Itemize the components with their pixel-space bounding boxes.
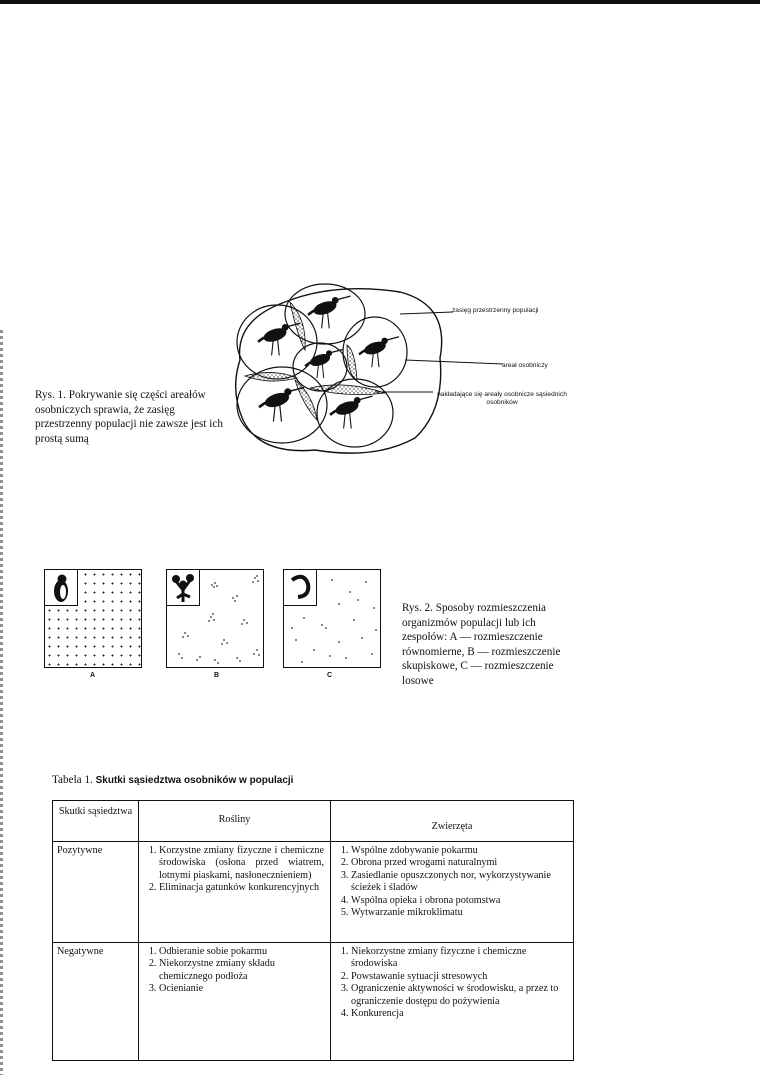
panel-a-uniform-distribution (44, 569, 142, 668)
penguin-icon (45, 570, 78, 606)
panel-c-random-distribution (283, 569, 381, 668)
panel-c-label: C (327, 672, 333, 679)
panel-b-label: B (214, 672, 220, 679)
scan-left-edge (0, 330, 3, 1075)
header-animals: Zwierzęta (431, 821, 473, 832)
list-item: 3. Ocienianie (159, 983, 324, 995)
negative-animals (331, 943, 573, 1060)
table-caption-title: Skutki sąsiedztwa osobników w populacji (95, 775, 294, 786)
header-effects: Skutki sąsiedztwa (53, 801, 139, 841)
table-caption-prefix: Tabela 1. (52, 774, 93, 786)
header-plants: Rośliny (139, 801, 331, 841)
figure-2-caption: Rys. 2. Sposoby rozmieszczenia organizmów populacji lub ich zespołów: A — rozmieszczenie równomierne, B — rozmieszczenie skupiskowe, C — rozmieszczenie losowe (402, 602, 561, 687)
clumps (167, 570, 265, 669)
list-item: 4. Wspólna opieka i obrona potomstwa (351, 895, 567, 907)
random-points (284, 570, 382, 669)
list-item: 5. Wytwarzanie mikroklimatu (351, 907, 567, 919)
figure-1-caption-text: Pokrywanie się części areałów osobniczych sprawia, że zasięg przestrzenny populacji nie zawsze jest ich prostą sumą (35, 389, 223, 445)
list-item: 1. Niekorzystne zmiany fizyczne i chemiczne środowiska (351, 946, 567, 971)
table-row (53, 842, 573, 943)
list-item: 2. Niekorzystne zmiany składu chemicznego podłoża (159, 958, 324, 983)
panel-a-label: A (90, 672, 96, 679)
label-overlapping-ranges: nakładające się areały osobnicze sąsiednich osobników (437, 391, 567, 406)
table-row (53, 943, 573, 1060)
label-home-range: areał osobniczy (502, 362, 548, 369)
list-item: 2. Obrona przed wrogami naturalnymi (351, 857, 567, 869)
list-item: 3. Zasiedlanie opuszczonych nor, wykorzystywanie ścieżek i śladów (351, 870, 567, 895)
positive-animals (331, 842, 573, 942)
list-item: 2. Powstawanie sytuacji stresowych (351, 971, 567, 983)
row-label-negative: Negatywne (53, 943, 139, 1060)
scan-top-edge (0, 0, 760, 4)
list-item: 3. Ograniczenie aktywności w środowisku, a przez to ograniczenie dostępu do pożywienia (351, 983, 567, 1008)
figure-1-caption (35, 388, 225, 446)
list-item: 1. Odbieranie sobie pokarmu (159, 946, 324, 958)
figure-1-caption-prefix: Rys. 1. (35, 389, 66, 401)
list-item: 1. Wspólne zdobywanie pokarmu (351, 845, 567, 857)
effects-table (52, 800, 574, 1061)
row-label-positive: Pozytywne (53, 842, 139, 942)
list-item: 4. Konkurencja (351, 1008, 567, 1020)
positive-plants (139, 842, 331, 942)
list-item: 1. Korzystne zmiany fizyczne i chemiczne środowiska (osłona przed wiatrem, lotnymi piaskami, nasłonecznieniem) (159, 845, 324, 882)
negative-plants (139, 943, 331, 1060)
list-item: 2. Eliminacja gatunków konkurencyjnych (159, 882, 324, 894)
panel-b-clumped-distribution (166, 569, 264, 668)
label-population-range: zasięg przestrzenny populacji (452, 307, 539, 314)
table-caption (52, 774, 293, 786)
table-header-row (53, 801, 573, 842)
